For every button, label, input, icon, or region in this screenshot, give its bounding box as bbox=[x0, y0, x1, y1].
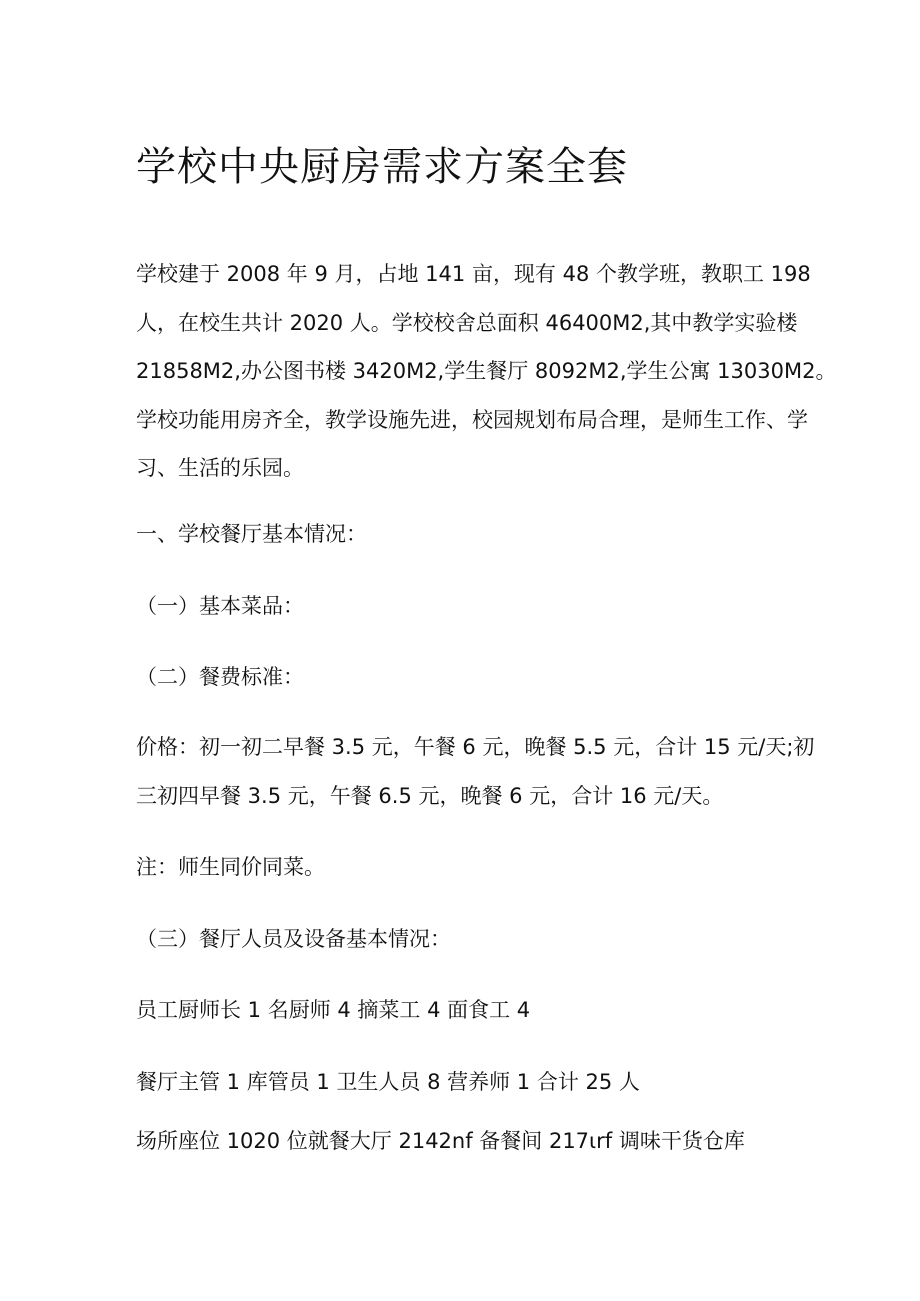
intro-line: 学校功能用房齐全，教学设施先进，校园规划布局合理，是师生工作、学 bbox=[136, 407, 808, 432]
staff-line: 餐厅主管 1 库管员 1 卫生人员 8 营养师 1 合计 25 人 bbox=[136, 1070, 640, 1094]
venue-line: 场所座位 1020 位就餐大厅 2142nf 备餐间 217ιrf 调味干货仓库 bbox=[136, 1129, 745, 1153]
note-text: 注：师生同价同菜。 bbox=[136, 855, 325, 879]
staff-line: 员工厨师长 1 名厨师 4 摘菜工 4 面食工 4 bbox=[136, 998, 531, 1022]
intro-line: 习、生活的乐园。 bbox=[136, 456, 304, 480]
intro-paragraph bbox=[136, 250, 837, 493]
subsection-meal-fees: （二）餐费标准： bbox=[136, 665, 304, 689]
price-line: 三初四早餐 3.5 元，午餐 6.5 元，晚餐 6 元，合计 16 元/天。 bbox=[136, 783, 724, 808]
document-title: 学校中央厨房需求方案全套 bbox=[136, 144, 628, 190]
intro-line: 人，在校生共计 2020 人。学校校舍总面积 46400M2,其中教学实验楼 bbox=[136, 310, 798, 335]
subsection-staff-equipment: （三）餐厅人员及设备基本情况： bbox=[136, 927, 451, 951]
subsection-basic-dishes: （一）基本菜品： bbox=[136, 594, 304, 618]
intro-line: 21858M2,办公图书楼 3420M2,学生餐厅 8092M2,学生公寓 13030M2。 bbox=[136, 359, 837, 383]
section-heading-1: 一、学校餐厅基本情况： bbox=[136, 522, 367, 546]
price-line: 价格：初一初二早餐 3.5 元，午餐 6 元，晚餐 5.5 元，合计 15 元/天;初 bbox=[136, 735, 815, 759]
price-paragraph bbox=[136, 723, 815, 820]
intro-line: 学校建于 2008 年 9 月，占地 141 亩，现有 48 个教学班，教职工 198 bbox=[136, 262, 811, 286]
